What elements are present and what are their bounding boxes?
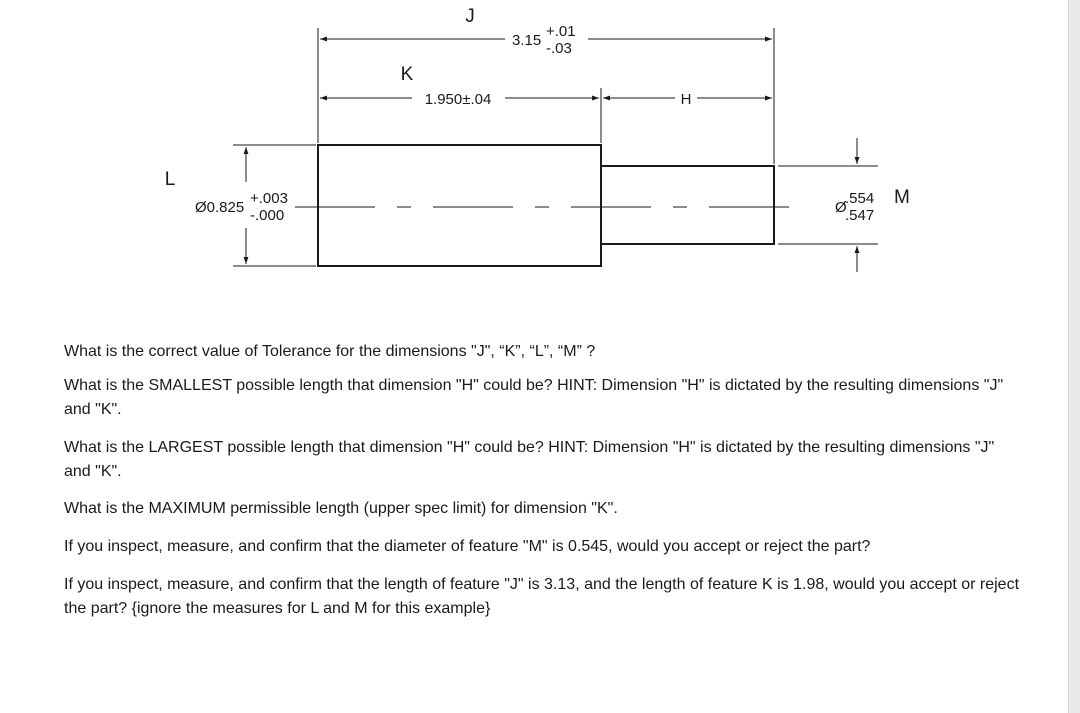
question-5: If you inspect, measure, and confirm that the diameter of feature "M" is 0.545, would you accept or reject the part? [64, 538, 871, 555]
dimension-m-symbol: Ø [835, 199, 847, 216]
dimension-m-lower: .547 [845, 207, 875, 224]
label-h: H [680, 91, 692, 108]
question-3: What is the LARGEST possible length that dimension "H" could be? HINT: Dimension "H" is dictated by the resulting dimensions "J" and "K". [64, 439, 995, 480]
question-4: What is the MAXIMUM permissible length (upper spec limit) for dimension "K". [64, 500, 618, 517]
dimension-l-lower: -.000 [250, 207, 285, 224]
dimension-j-lower: -.03 [546, 40, 572, 57]
dimension-j-base: 3.15 [512, 32, 542, 49]
small-diameter-body [601, 166, 774, 244]
label-j: J [465, 6, 475, 27]
question-6: If you inspect, measure, and confirm that the length of feature "J" is 3.13, and the length of feature K is 1.98, would you accept or reject the part? {ignore the measures for L and M for this example} [64, 576, 1020, 617]
label-l: L [164, 169, 176, 190]
question-1: What is the correct value of Tolerance for the dimensions "J", “K”, “L”, “M” ? [64, 343, 596, 360]
label-m: M [894, 187, 910, 208]
question-2: What is the SMALLEST possible length that dimension "H" could be? HINT: Dimension "H" is dictated by the resulting dimensions "J" and "K". [64, 377, 1004, 418]
dimension-l-base: Ø0.825 [195, 199, 245, 216]
dimension-j-upper: +.01 [546, 23, 576, 40]
large-diameter-body [318, 145, 601, 266]
label-k: K [400, 64, 414, 85]
dimension-l-upper: +.003 [250, 190, 288, 207]
dimension-k-value: 1.950±.04 [424, 91, 492, 108]
scrollbar[interactable] [1068, 0, 1080, 713]
shaft-drawing [0, 0, 1060, 300]
dimension-m-upper: .554 [845, 190, 875, 207]
